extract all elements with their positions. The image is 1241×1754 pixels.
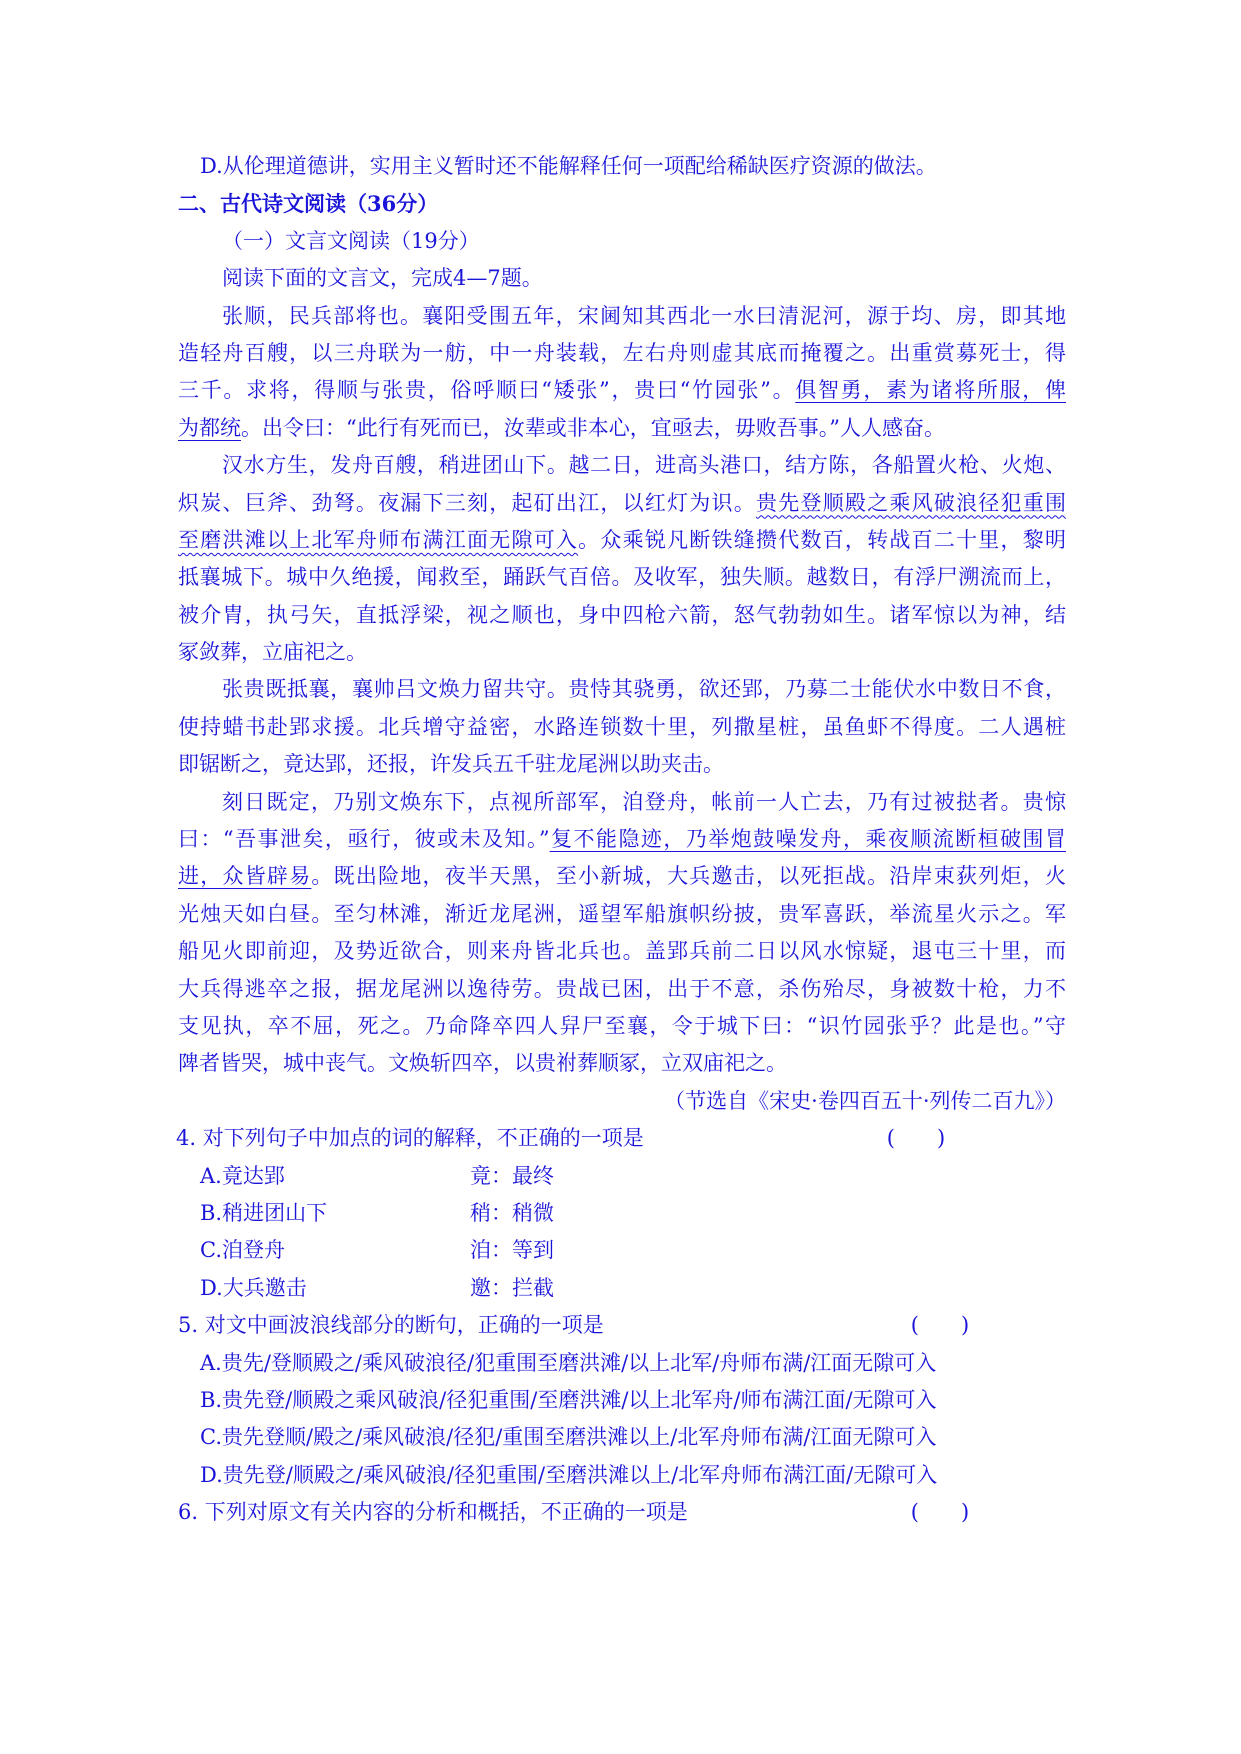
question-5 bbox=[178, 1307, 1066, 1494]
answer-option bbox=[178, 1158, 1066, 1195]
option-text: C.洎登舟 bbox=[200, 1238, 285, 1263]
passage-line: 船见火即前迎，及势近欲合，则来舟皆北兵也。盖郢兵前二日以风水惊疑，退屯三十里，而 bbox=[178, 939, 1066, 964]
text-column bbox=[178, 148, 1066, 1531]
passage-text: 炽炭、巨斧、劲弩。夜漏下三刻，起矴出江，以红灯为识。 bbox=[178, 490, 756, 515]
answer-option: C.贵先登顺/殿之/乘风破浪/径犯/重围至磨洪滩以上/北军舟师布满/江面无隙可入 bbox=[200, 1425, 937, 1450]
answer-paren: ( ) bbox=[886, 1126, 946, 1151]
answer-option bbox=[178, 1195, 1066, 1232]
passage-line: 张顺，民兵部将也。襄阳受围五年，宋阃知其西北一水曰清泥河，源于均、房，即其地 bbox=[222, 303, 1066, 328]
passage-text: 。既出险地，夜半天黑，至小新城，大兵邀击，以死拒战。沿岸束荻列炬，火 bbox=[311, 864, 1066, 889]
passage-line bbox=[178, 485, 1066, 522]
passage-paragraph-1 bbox=[178, 298, 1066, 448]
passage-line: 刻日既定，乃别文焕东下，点视所部军，洎登舟，帐前一人亡去，乃有过被挞者。贵惊 bbox=[222, 789, 1066, 814]
source-citation: （节选自《宋史·卷四百五十·列传二百九》） bbox=[664, 1088, 1066, 1113]
passage-line bbox=[178, 522, 1066, 559]
underlined-sentence: 进，众皆辟易 bbox=[178, 864, 312, 889]
underlined-sentence: 复不能隐迹，乃举炮鼓噪发舟，乘夜顺流断桓破围冒 bbox=[549, 827, 1066, 852]
answer-option: A.贵先/登顺殿之/乘风破浪径/犯重围至磨洪滩/以上北军/舟师布满/江面无隙可入 bbox=[200, 1350, 937, 1375]
passage-paragraph-2 bbox=[178, 447, 1066, 671]
question-stem-row bbox=[178, 1494, 1066, 1531]
passage-line: 使持蜡书赴郢求援。北兵增守益密，水路连锁数十里，列撒星桩，虽鱼虾不得度。二人遇桩 bbox=[178, 714, 1066, 739]
passage-line: 光烛天如白昼。至匀林滩，渐近龙尾洲，遥望军船旗帜纷披，贵军喜跃，举流星火示之。军 bbox=[178, 901, 1066, 926]
answer-paren: ( ) bbox=[910, 1313, 970, 1338]
answer-option bbox=[178, 1270, 1066, 1307]
question-6 bbox=[178, 1494, 1066, 1531]
option-text: A.竟达郢 bbox=[200, 1163, 285, 1188]
answer-option: D.贵先登/顺殿之/乘风破浪/径犯重围/至磨洪滩以上/北军舟师布满江面/无隙可入 bbox=[200, 1462, 938, 1487]
section-heading: 二、古代诗文阅读（36分） bbox=[178, 191, 439, 217]
option-text: B.稍进团山下 bbox=[200, 1200, 328, 1225]
subsection-heading: （一）文言文阅读（19分） bbox=[222, 228, 480, 253]
option-gloss: 邀：拦截 bbox=[470, 1275, 554, 1300]
answer-paren: ( ) bbox=[910, 1500, 970, 1525]
passage-text: 曰：“吾事泄矣，亟行，彼或未及知。” bbox=[178, 827, 550, 852]
passage-text: 。出令曰：“此行有死而已，汝辈或非本心，宜亟去，毋败吾事。”人人感奋。 bbox=[241, 415, 945, 440]
passage-line: 被介胄，执弓矢，直抵浮梁，视之顺也，身中四枪六箭，怒气勃勃如生。诸军惊以为神，结 bbox=[178, 602, 1066, 627]
passage-line: 张贵既抵襄，襄帅吕文焕力留共守。贵恃其骁勇，欲还郢，乃募二士能伏水中数日不食， bbox=[222, 677, 1066, 702]
option-gloss: 竟：最终 bbox=[470, 1163, 554, 1188]
passage-paragraph-4 bbox=[178, 784, 1066, 1083]
question-stem: 5. 对文中画波浪线部分的断句，正确的一项是 bbox=[178, 1313, 604, 1338]
passage-text: 。众乘锐凡断铁缝攒代数百，转战百二十里，黎明 bbox=[578, 527, 1066, 552]
option-d-previous: D.从伦理道德讲，实用主义暂时还不能解释任何一项配给稀缺医疗资源的做法。 bbox=[200, 154, 937, 178]
passage-line: 冢敛葬，立庙祀之。 bbox=[178, 640, 367, 665]
passage-line: 陴者皆哭，城中丧气。文焕斩四卒，以贵祔葬顺冢，立双庙祀之。 bbox=[178, 1051, 787, 1076]
underlined-sentence: 为都统 bbox=[178, 415, 241, 440]
passage-line: 大兵得逃卒之报，据龙尾洲以逸待劳。贵战已困，出于不意，杀伤殆尽，身被数十枪，力不 bbox=[178, 976, 1066, 1001]
answer-option bbox=[178, 1232, 1066, 1269]
passage-line: 汉水方生，发舟百艘，稍进团山下。越二日，进高头港口，结方陈，各船置火枪、火炮、 bbox=[222, 453, 1066, 478]
reading-instruction: 阅读下面的文言文，完成4—7题。 bbox=[222, 266, 543, 291]
answer-option: B.贵先登/顺殿之乘风破浪/径犯重围/至磨洪滩/以上北军舟/师布满江面/无隙可入 bbox=[200, 1387, 937, 1412]
question-4 bbox=[178, 1120, 1066, 1307]
underlined-sentence: 俱智勇，素为诸将所服，俾 bbox=[795, 378, 1066, 403]
passage-line bbox=[178, 858, 1066, 895]
passage-paragraph-3 bbox=[178, 671, 1066, 783]
passage-line bbox=[178, 372, 1066, 409]
option-text: D.大兵邀击 bbox=[200, 1275, 307, 1300]
passage-line bbox=[178, 410, 1066, 447]
wavy-underlined-sentence: 至磨洪滩以上北军舟师布满江面无隙可入 bbox=[178, 527, 579, 552]
passage-line bbox=[178, 821, 1066, 858]
question-stem-row bbox=[176, 1120, 1066, 1157]
wavy-underlined-sentence: 贵先登顺殿之乘风破浪径犯重围 bbox=[756, 490, 1066, 515]
passage-line: 造轻舟百艘，以三舟联为一舫，中一舟装载，左右舟则虚其底而掩覆之。出重赏募死士，得 bbox=[178, 340, 1066, 365]
option-gloss: 洎：等到 bbox=[470, 1238, 554, 1263]
question-stem-row bbox=[178, 1307, 1066, 1344]
passage-line: 支见执，卒不屈，死之。乃命降卒四人舁尸至襄，令于城下曰：“识竹园张乎？此是也。”守 bbox=[178, 1013, 1066, 1038]
passage-text: 三千。求将，得顺与张贵，俗呼顺曰“矮张”，贵曰“竹园张”。 bbox=[178, 378, 796, 403]
passage-line: 抵襄城下。城中久绝援，闻救至，踊跃气百倍。及收军，独失顺。越数日，有浮尸溯流而上， bbox=[178, 565, 1066, 590]
question-stem: 6. 下列对原文有关内容的分析和概括，不正确的一项是 bbox=[178, 1500, 688, 1525]
question-stem: 4. 对下列句子中加点的词的解释，不正确的一项是 bbox=[176, 1126, 644, 1151]
passage-line: 即锯断之，竟达郢，还报，许发兵五千驻龙尾洲以助夹击。 bbox=[178, 752, 724, 777]
option-gloss: 稍：稍微 bbox=[470, 1200, 554, 1225]
